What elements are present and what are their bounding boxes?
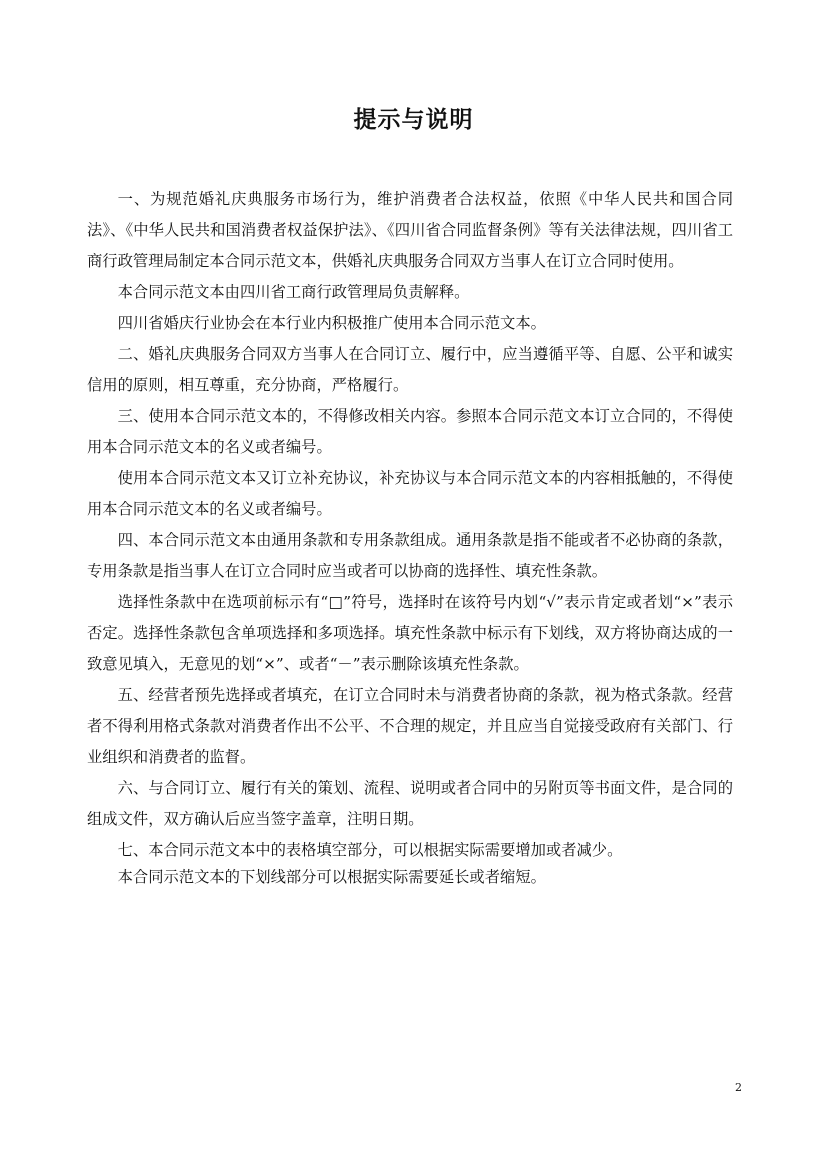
paragraph-6: 使用本合同示范文本又订立补充协议，补充协议与本合同示范文本的内容相抵触的，不得使用本合同示范文本的名义或者编号。 [87, 469, 733, 518]
paragraph-10: 六、与合同订立、履行有关的策划、流程、说明或者合同中的另附页等书面文件，是合同的组成文件，双方确认后应当签字盖章，注明日期。 [87, 779, 733, 828]
paragraph-7: 四、本合同示范文本由通用条款和专用条款组成。通用条款是指不能或者不必协商的条款，专用条款是指当事人在订立合同时应当或者可以协商的选择性、填充性条款。 [87, 531, 733, 580]
paragraph-5: 三、使用本合同示范文本的，不得修改相关内容。参照本合同示范文本订立合同的，不得使用本合同示范文本的名义或者编号。 [87, 407, 733, 456]
page-number: 2 [735, 1081, 742, 1094]
paragraph-4: 二、婚礼庆典服务合同双方当事人在合同订立、履行中，应当遵循平等、自愿、公平和诚实信用的原则，相互尊重，充分协商，严格履行。 [87, 345, 733, 394]
document-body [87, 184, 733, 893]
paragraph-9: 五、经营者预先选择或者填充，在订立合同时未与消费者协商的条款，视为格式条款。经营者不得利用格式条款对消费者作出不公平、不合理的规定，并且应当自觉接受政府有关部门、行业组织和消费者的监督。 [87, 686, 733, 766]
paragraph-8: 选择性条款中在选项前标示有“□”符号，选择时在该符号内划“√”表示肯定或者划“×”表示否定。选择性条款包含单项选择和多项选择。填充性条款中标示有下划线，双方将协商达成的一致意见填入，无意见的划“×”、或者“－”表示删除该填充性条款。 [87, 593, 733, 673]
paragraph-11: 七、本合同示范文本中的表格填空部分，可以根据实际需要增加或者减少。 [117, 841, 623, 859]
paragraph-1: 一、为规范婚礼庆典服务市场行为，维护消费者合法权益，依照《中华人民共和国合同法》、《中华人民共和国消费者权益保护法》、《四川省合同监督条例》等有关法律法规，四川省工商行政管理局制定本合同示范文本，供婚礼庆典服务合同双方当事人在订立合同时使用。 [87, 190, 733, 270]
paragraph-12: 本合同示范文本的下划线部分可以根据实际需要延长或者缩短。 [117, 868, 546, 886]
paragraph-3: 四川省婚庆行业协会在本行业内积极推广使用本合同示范文本。 [117, 314, 546, 332]
paragraph-2: 本合同示范文本由四川省工商行政管理局负责解释。 [117, 283, 470, 301]
page-title: 提示与说明 [353, 107, 474, 133]
